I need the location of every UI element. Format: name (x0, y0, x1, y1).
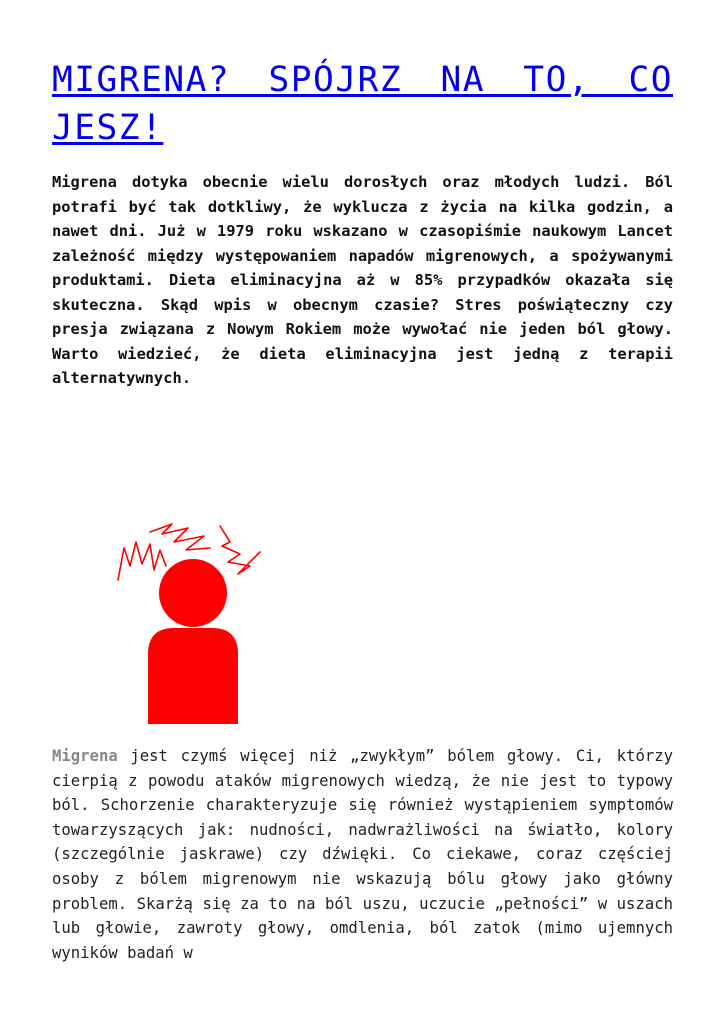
intro-paragraph: Migrena dotyka obecnie wielu dorosłych oraz młodych ludzi. Ból potrafi być tak dotkliwy, że wyklucza z życia na kilka godzin, a nawet dni. Już w 1979 roku wskazano w czasopiśmie naukowym Lancet zależność między występowaniem napadów migrenowych, a spożywanymi produktami. Dieta eliminacyjna aż w 85% przypadków okazała się skuteczna. Skąd wpis w obecnym czasie? Stres poświąteczny czy presja związana z Nowym Rokiem może wywołać nie jeden ból głowy. Warto wiedzieć, że dieta eliminacyjna jest jedną z terapii alternatywnych. (52, 173, 673, 387)
article (52, 56, 673, 391)
page-title (52, 56, 673, 152)
title-line-2: JESZ! (52, 108, 164, 148)
body-paragraph (52, 744, 673, 965)
person-with-headache-icon (110, 508, 275, 724)
keyword-migrena: Migrena (52, 747, 118, 765)
title-link[interactable] (52, 56, 673, 152)
body-paragraph-text: jest czymś więcej niż „zwykłym” bólem głowy. Ci, którzy cierpią z powodu ataków migrenowych wiedzą, że nie jest to typowy ból. Schorzenie charakteryzuje się również wystąpieniem symptomów towarzyszących jak: nudności, nadwrażliwości na światło, kolory (szczególnie jaskrawe) czy dźwięki. Co ciekawe, coraz częściej osoby z bólem migrenowym nie wskazują bólu głowy jako główny problem. Skarżą się za to na ból uszu, uczucie „pełności” w uszach lub głowie, zawroty głowy, omdlenia, ból zatok (mimo ujemnych wyników badań w (52, 747, 673, 962)
title-line-1: MIGRENA? SPÓJRZ NA TO, CO (52, 60, 673, 100)
